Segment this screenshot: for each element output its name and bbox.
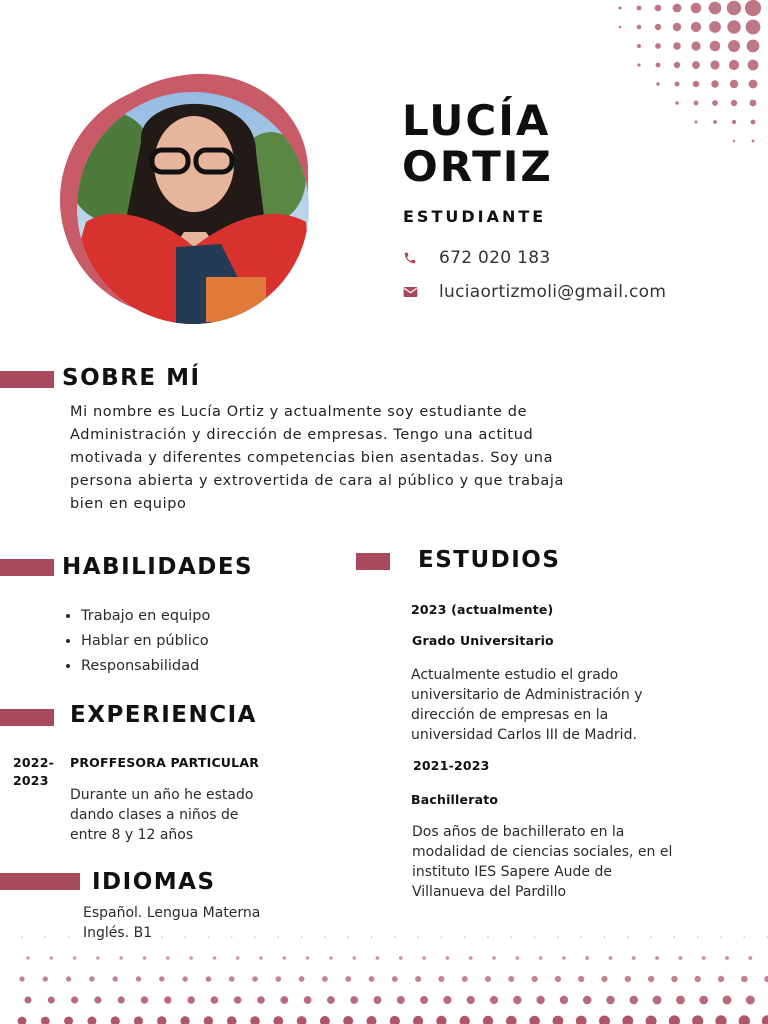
section-title-skills: HABILIDADES	[62, 554, 254, 580]
about-text	[70, 401, 630, 516]
experience-line: Durante un año he estado	[70, 787, 254, 803]
skill-item: • Hablar en público	[81, 629, 210, 654]
study-period: 2023 (actualmente)	[411, 602, 554, 617]
study-line: dirección de empresas en la	[411, 707, 609, 723]
section-bar-languages	[0, 873, 80, 890]
study-line: Villanueva del Pardillo	[412, 884, 567, 900]
experience-line: dando clases a niños de	[70, 807, 239, 823]
study-degree: Bachillerato	[411, 792, 499, 807]
section-title-languages: IDIOMAS	[92, 869, 216, 895]
section-bar-experience	[0, 709, 54, 726]
dot-pattern-top-right	[600, 0, 768, 150]
about-line: bien en equipo	[70, 496, 187, 512]
section-bar-about	[0, 371, 54, 388]
role-title: ESTUDIANTE	[403, 207, 547, 226]
phone-row	[403, 248, 550, 268]
section-title-about: SOBRE MÍ	[62, 365, 201, 391]
study-line: modalidad de ciencias sociales, en el	[412, 844, 673, 860]
study-line: Dos años de bachillerato en la	[412, 824, 625, 840]
experience-description	[70, 785, 253, 845]
skill-item: • Trabajo en equipo	[81, 604, 210, 629]
email-row	[403, 282, 666, 302]
study-degree: Grado Universitario	[412, 633, 554, 648]
profile-photo	[56, 72, 314, 324]
section-title-studies: ESTUDIOS	[418, 547, 561, 573]
languages-list	[83, 903, 260, 943]
about-line: Mi nombre es Lucía Ortiz y actualmente soy estudiante de	[70, 404, 528, 420]
study-description	[411, 665, 643, 745]
experience-position: PROFFESORA PARTICULAR	[70, 755, 260, 770]
about-line: Administración y dirección de empresas. Tengo una actitud	[70, 427, 534, 443]
profile-photo-illustration	[56, 72, 314, 324]
phone-icon	[403, 250, 419, 266]
skill-item: • Responsabilidad	[81, 654, 210, 679]
experience-years	[13, 754, 54, 790]
phone-number: 672 020 183	[439, 248, 551, 268]
experience-line: entre 8 y 12 años	[70, 827, 194, 843]
study-line: universidad Carlos III de Madrid.	[411, 727, 637, 743]
name-block	[402, 98, 553, 190]
email-address: luciaortizmoli@gmail.com	[439, 282, 667, 302]
study-description	[412, 822, 672, 902]
study-line: universitario de Administración y	[411, 687, 643, 703]
language-item: Español. Lengua Materna	[83, 905, 261, 921]
language-item: Inglés. B1	[83, 925, 153, 941]
skills-list	[63, 604, 210, 679]
first-name: LUCÍA	[402, 96, 551, 145]
envelope-icon	[403, 284, 419, 300]
study-period: 2021-2023	[413, 758, 490, 773]
study-line: Actualmente estudio el grado	[411, 667, 619, 683]
section-bar-skills	[0, 559, 54, 576]
about-line: motivada y diferentes competencias bien asentadas. Soy una	[70, 450, 554, 466]
section-bar-studies	[356, 553, 390, 570]
experience-year: 2022-	[13, 755, 54, 770]
last-name: ORTIZ	[402, 142, 553, 191]
study-line: instituto IES Sapere Aude de	[412, 864, 612, 880]
about-line: persona abierta y extrovertida de cara al público y que trabaja	[70, 473, 565, 489]
section-title-experience: EXPERIENCIA	[70, 702, 257, 728]
experience-year: 2023	[13, 773, 49, 788]
